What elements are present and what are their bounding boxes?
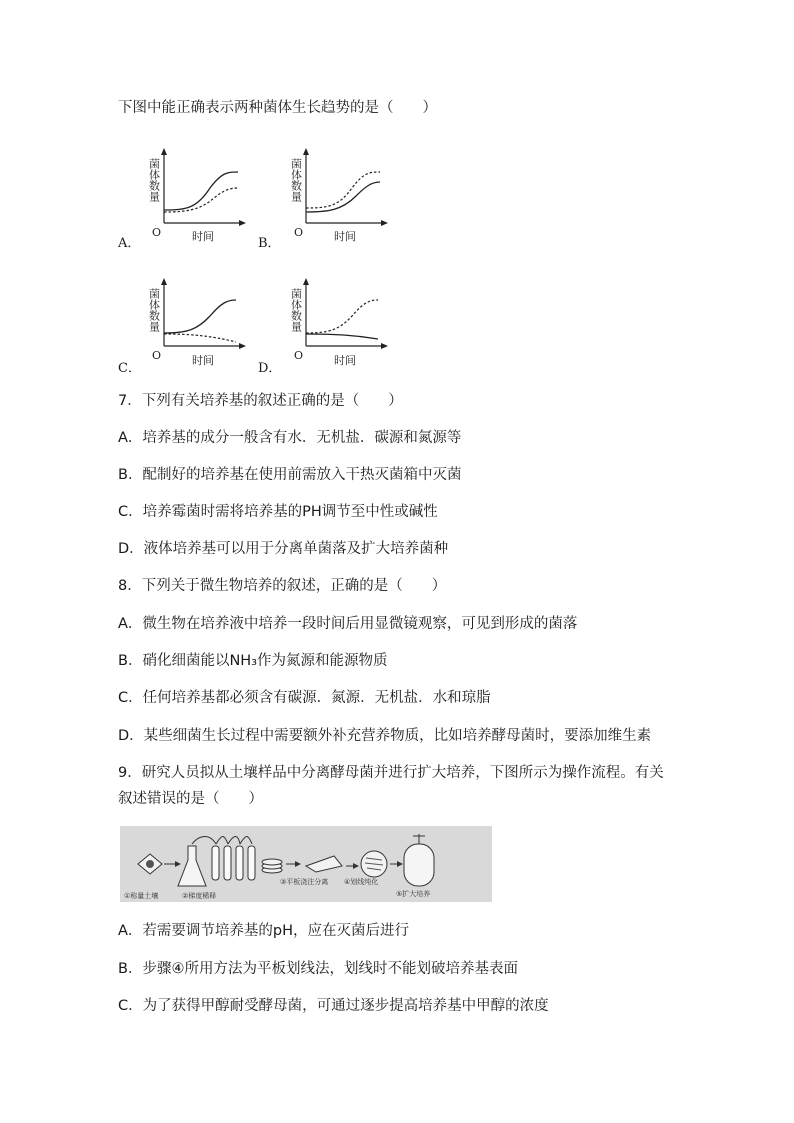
- step-2-label: ②梯度稀释: [182, 892, 217, 900]
- q7-option-d: D．液体培养基可以用于分离单菌落及扩大培养菌种: [118, 541, 449, 557]
- q9-stem: 9．研究人员拟从土壤样品中分离酵母菌并进行扩大培养，下图所示为操作流程。有关叙述错误的是（ ）: [118, 765, 664, 807]
- pour-plate-icon: [306, 856, 342, 872]
- q7-option-b: B．配制好的培养基在使用前需放入干热灭菌箱中灭菌: [118, 467, 462, 483]
- flask-icon: [178, 846, 206, 886]
- q6-stem: 下图中能正确表示两种菌体生长趋势的是（ ）: [118, 100, 437, 116]
- graph-d-origin: O: [294, 349, 304, 362]
- graph-a-origin: O: [152, 226, 162, 239]
- step-1-label: ①称量土壤: [124, 892, 159, 900]
- q8-stem: 8．下列关于微生物培养的叙述，正确的是（ ）: [118, 578, 447, 594]
- option-c-label: C．: [118, 361, 141, 376]
- graph-c-origin: O: [152, 349, 162, 362]
- procedure-flow-diagram: [120, 826, 492, 902]
- graph-b-ylabel: 菌体数量: [289, 158, 303, 202]
- option-d-label: D．: [258, 361, 282, 376]
- q8-option-c: C．任何培养基都必须含有碳源．氮源．无机盐．水和琼脂: [118, 690, 491, 706]
- step-3-label: ③平板浇注分离: [280, 878, 329, 886]
- step-5-label: ⑤扩大培养: [396, 890, 431, 898]
- graph-c-ylabel: 菌体数量: [147, 288, 161, 332]
- graph-d-xlabel: 时间: [334, 354, 356, 367]
- graph-c-xlabel: 时间: [192, 354, 214, 367]
- q9-option-c: C．为了获得甲醇耐受酵母菌，可通过逐步提高培养基中甲醇的浓度: [118, 998, 549, 1014]
- q8-option-b: B．硝化细菌能以NH₃作为氮源和能源物质: [118, 653, 388, 669]
- dilution-tubes-icon: [212, 846, 255, 880]
- step-4-label: ④划线纯化: [344, 878, 379, 886]
- q7-stem: 7．下列有关培养基的叙述正确的是（ ）: [118, 393, 403, 409]
- q9-option-b: B．步骤④所用方法为平板划线法，划线时不能划破培养基表面: [118, 961, 518, 977]
- q8-option-d: D．某些细菌生长过程中需要额外补充营养物质，比如培养酵母菌时，要添加维生素: [118, 728, 652, 744]
- graph-a-ylabel: 菌体数量: [147, 158, 161, 202]
- graph-d-ylabel: 菌体数量: [289, 288, 303, 332]
- graph-b-xlabel: 时间: [334, 230, 356, 243]
- petri-plates-icon: [262, 859, 282, 873]
- q8-option-a: A．微生物在培养液中培养一段时间后用显微镜观察，可见到形成的菌落: [118, 616, 578, 632]
- q7-option-c: C．培养霉菌时需将培养基的PH调节至中性或碱性: [118, 504, 438, 520]
- option-b-label: B．: [258, 236, 281, 251]
- graph-c: [142, 278, 252, 378]
- fermenter-icon: [404, 834, 434, 886]
- graph-a: [142, 148, 252, 248]
- q7-option-a: A．培养基的成分一般含有水．无机盐．碳源和氮源等: [118, 430, 462, 446]
- graph-b: [284, 148, 394, 248]
- option-a-label: A．: [118, 236, 141, 251]
- graph-b-origin: O: [294, 226, 304, 239]
- graph-d: [284, 278, 394, 378]
- graph-a-xlabel: 时间: [192, 230, 214, 243]
- q9-option-a: A．若需要调节培养基的pH，应在灭菌后进行: [118, 923, 410, 939]
